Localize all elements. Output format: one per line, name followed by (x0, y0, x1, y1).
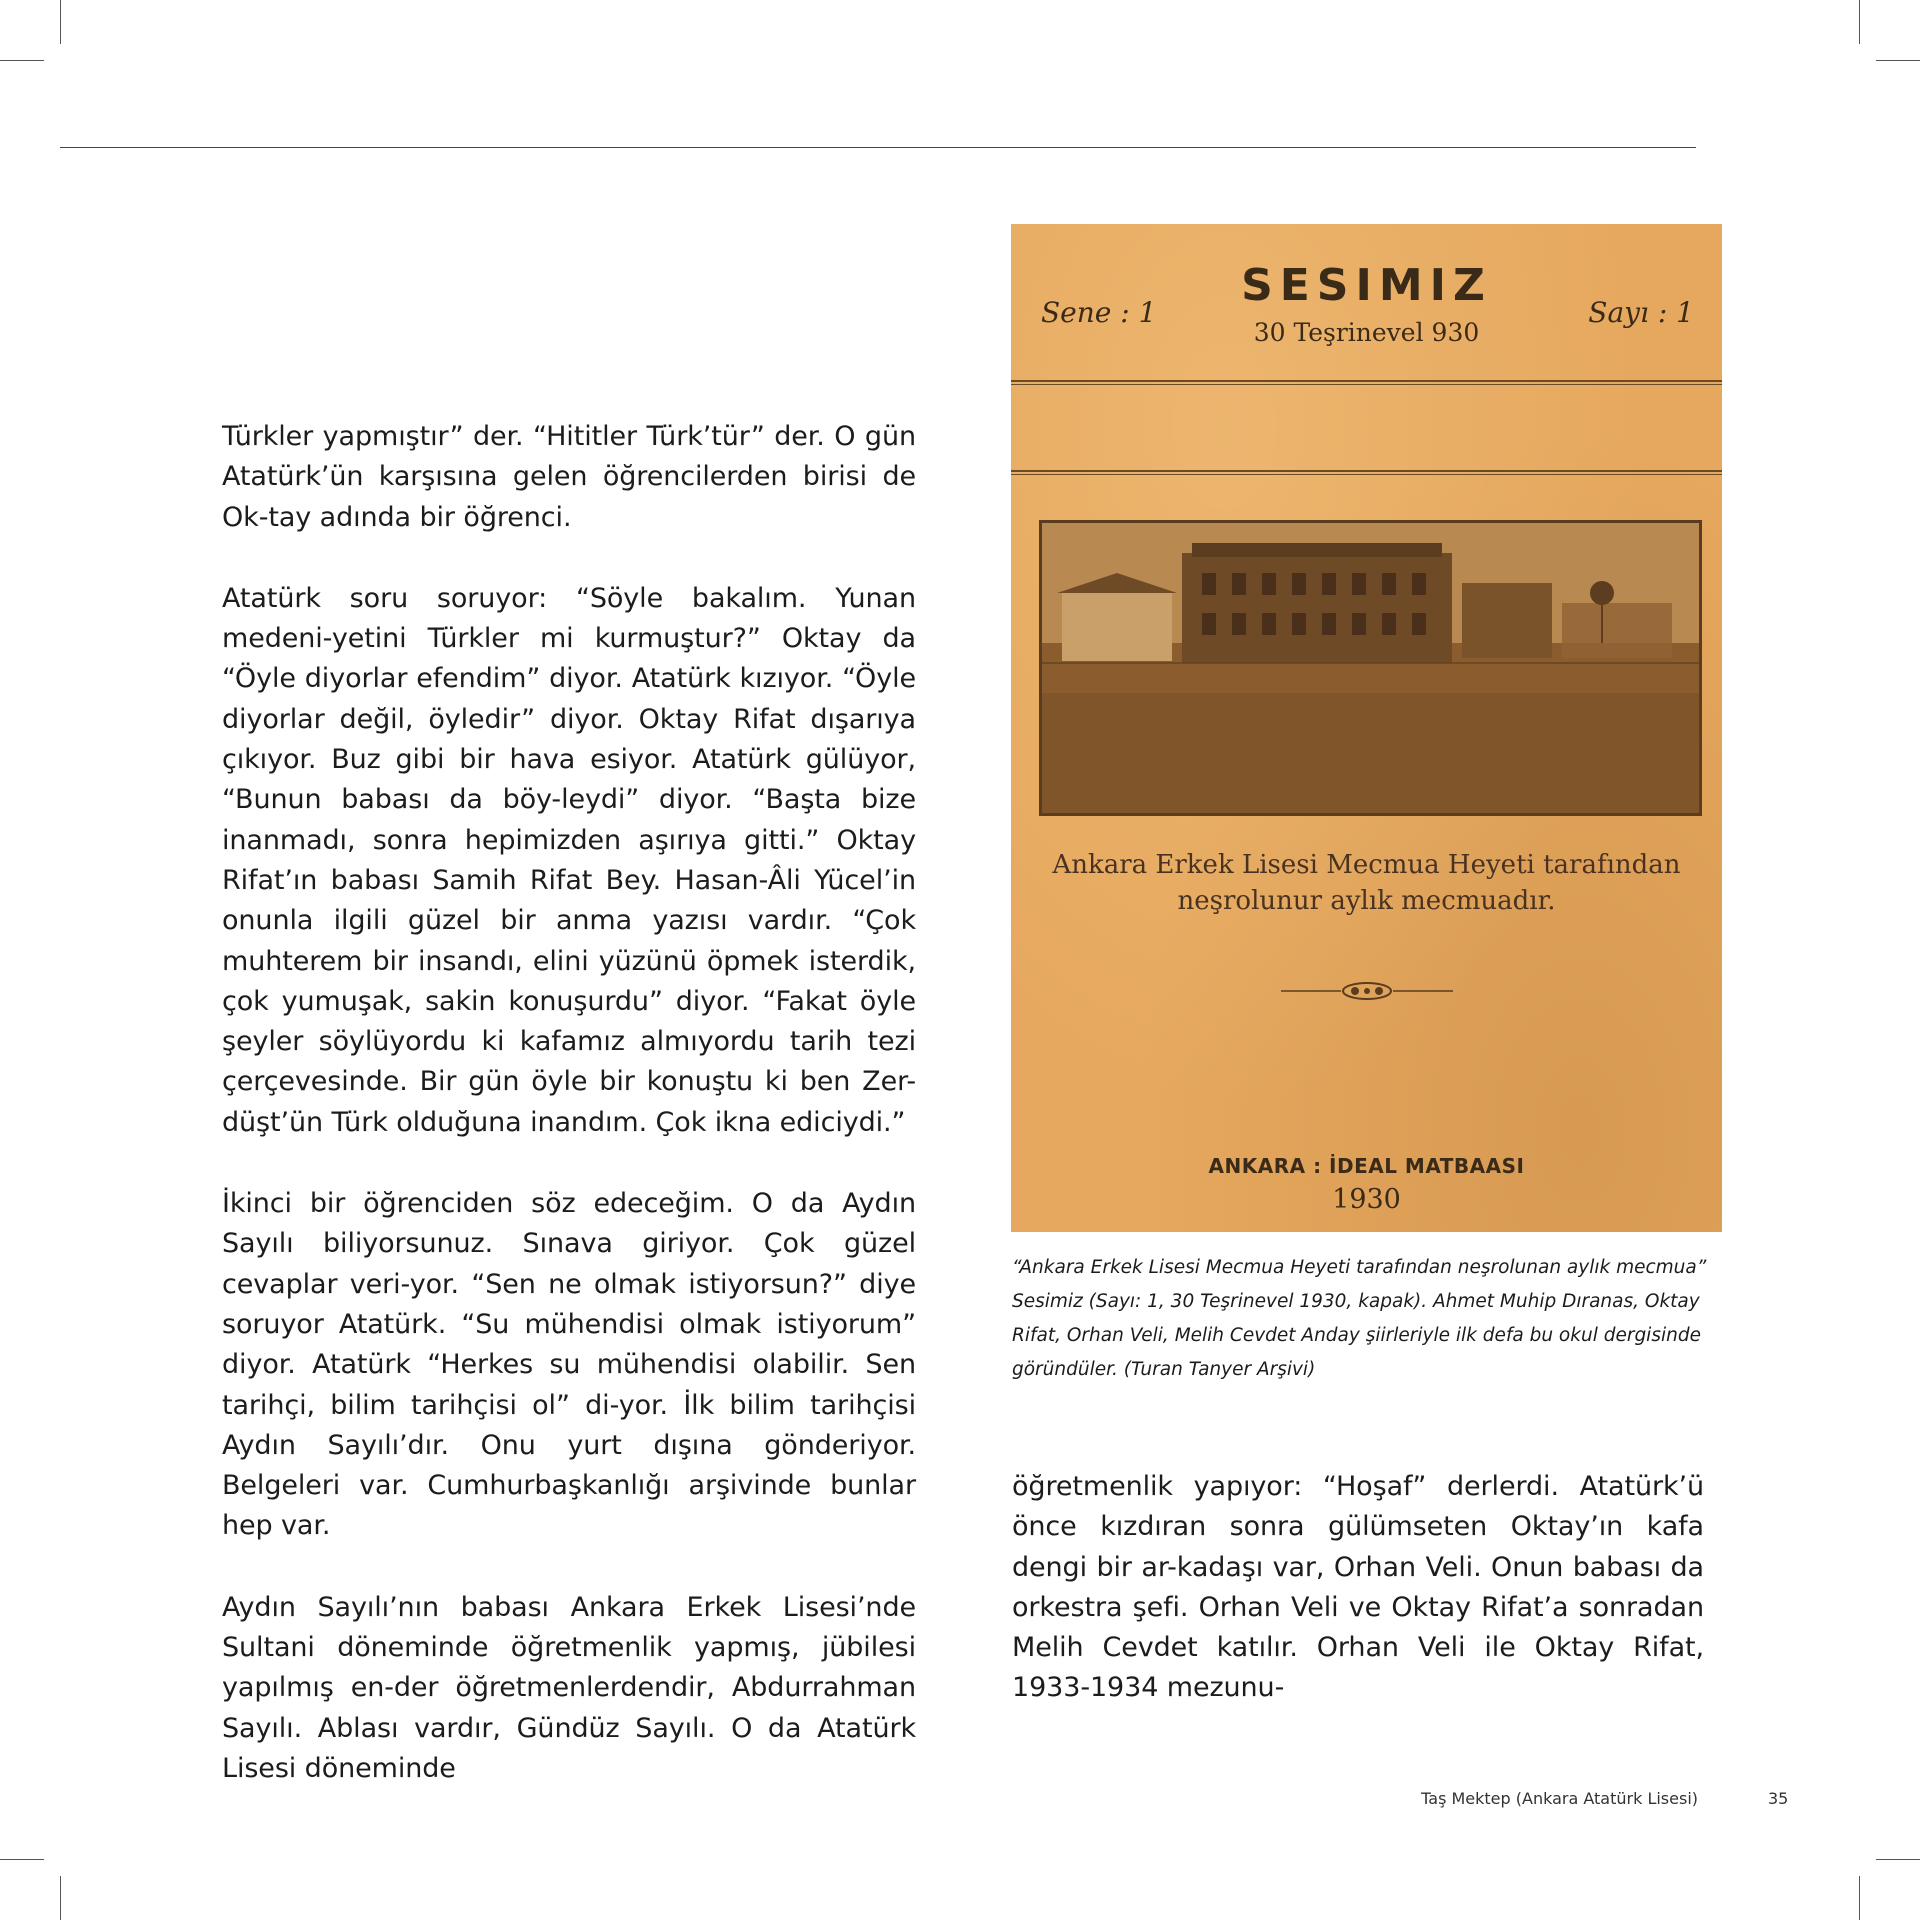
right-text-column (1012, 1467, 1704, 1750)
cover-volume: Sene : 1 (1041, 296, 1157, 329)
crop-mark (0, 1859, 44, 1860)
magazine-cover-image (1011, 224, 1722, 1232)
cover-tagline: neşrolunur aylık mecmuadır. (1177, 886, 1556, 916)
body-paragraph: öğretmenlik yapıyor: “Hoşaf” derlerdi. Atatürk’ü önce kızdıran sonra gülümseten Oktay’ın kafa dengi bir ar-kadaşı var, Orhan Veli. Onun babası da orkestra şefi. Orhan Veli ve Oktay Rifat’a sonradan Melih Cevdet katılır. Orhan Veli ile Oktay Rifat, 1933-1934 mezunu- (1012, 1471, 1704, 1704)
image-caption: “Ankara Erkek Lisesi Mecmua Heyeti tarafından neşrolunan aylık mecmua” Sesimiz (Sayı: 1, 30 Teşrinevel 1930, kapak). Ahmet Muhip Dıranas, Oktay Rifat, Orhan Veli, Melih Cevdet Anday şiirleriyle ilk defa bu okul dergisinde göründüler. (Turan Tanyer Arşivi) (1012, 1257, 1707, 1380)
left-text-column (222, 417, 916, 1830)
body-paragraph: Atatürk soru soruyor: “Söyle bakalım. Yunan medeni-yetini Türkler mi kurmuştur?” Oktay da “Öyle diyorlar efendim” diyor. Atatürk kızıyor. “Öyle diyorlar değil, öyledir” diyor. Oktay Rifat dışarıya çıkıyor. Buz gibi bir hava esiyor. Atatürk gülüyor, “Bunun babası da böy-leydi” diyor. “Başta bize inanmadı, sonra hepimizden aşırıya gitti.” Oktay Rifat’ın babası Samih Rifat Bey. Hasan-Âli Yücel’in onunla ilgili güzel bir anma yazısı vardır. “Çok muhterem bir insandı, elini yüzünü öpmek isterdik, çok yumuşak, sakin konuşurdu” diyor. “Fakat öyle şeyler söylüyordu ki kafamız almıyordu tarih tezi çerçevesinde. Bir gün öyle bir konuştu ki ben Zer-düşt’ün Türk olduğuna inandım. Çok ikna ediciydi.” (222, 582, 916, 1138)
cover-tagline: Ankara Erkek Lisesi Mecmua Heyeti tarafından (1052, 850, 1681, 880)
crop-mark (1859, 1876, 1860, 1920)
cover-printer: ANKARA : İDEAL MATBAASI (1208, 1154, 1525, 1178)
cover-issue: Sayı : 1 (1588, 296, 1694, 329)
school-building-photo (1039, 520, 1702, 816)
cover-title: SESIMIZ (1241, 260, 1492, 311)
crop-mark (0, 60, 44, 61)
cover-rule (1011, 474, 1722, 475)
school-building-illustration (1042, 523, 1699, 813)
crop-mark (60, 1876, 61, 1920)
running-footer-title: Taş Mektep (Ankara Atatürk Lisesi) (1421, 1789, 1698, 1808)
cover-year: 1930 (1332, 1184, 1401, 1215)
header-rule (60, 147, 1696, 148)
cover-rule (1011, 384, 1722, 385)
crop-mark (60, 0, 61, 44)
crop-mark (1876, 60, 1920, 61)
cover-rule (1011, 470, 1722, 472)
body-paragraph: İkinci bir öğrenciden söz edeceğim. O da Aydın Sayılı biliyorsunuz. Sınava giriyor. Çok güzel cevaplar veri-yor. “Sen ne olmak istiyorsun?” diye soruyor Atatürk. “Su mühendisi olmak istiyorum” diyor. Atatürk “Herkes su mühendisi olabilir. Sen tarihçi, bilim tarihçisi ol” di-yor. İlk bilim tarihçisi Aydın Sayılı’dır. Onu yurt dışına gönderiyor. Belgeleri var. Cumhurbaşkanlığı arşivinde bunlar hep var. (222, 1188, 916, 1542)
crop-mark (1876, 1859, 1920, 1860)
body-paragraph: Aydın Sayılı’nın babası Ankara Erkek Lisesi’nde Sultani döneminde öğretmenlik yapmış, jübilesi yapılmış en-der öğretmenlerdendir, Abdurrahman Sayılı. Ablası vardır, Gündüz Sayılı. O da Atatürk Lisesi döneminde (222, 1591, 916, 1784)
crop-mark (1859, 0, 1860, 44)
ornament-icon (1281, 980, 1453, 1002)
cover-rule (1011, 380, 1722, 382)
cover-date: 30 Teşrinevel 930 (1253, 318, 1480, 347)
body-paragraph: Türkler yapmıştır” der. “Hititler Türk’tür” der. O gün Atatürk’ün karşısına gelen öğrencilerden birisi de Ok-tay adında bir öğrenci. (222, 421, 916, 533)
page-number: 35 (1768, 1789, 1789, 1808)
